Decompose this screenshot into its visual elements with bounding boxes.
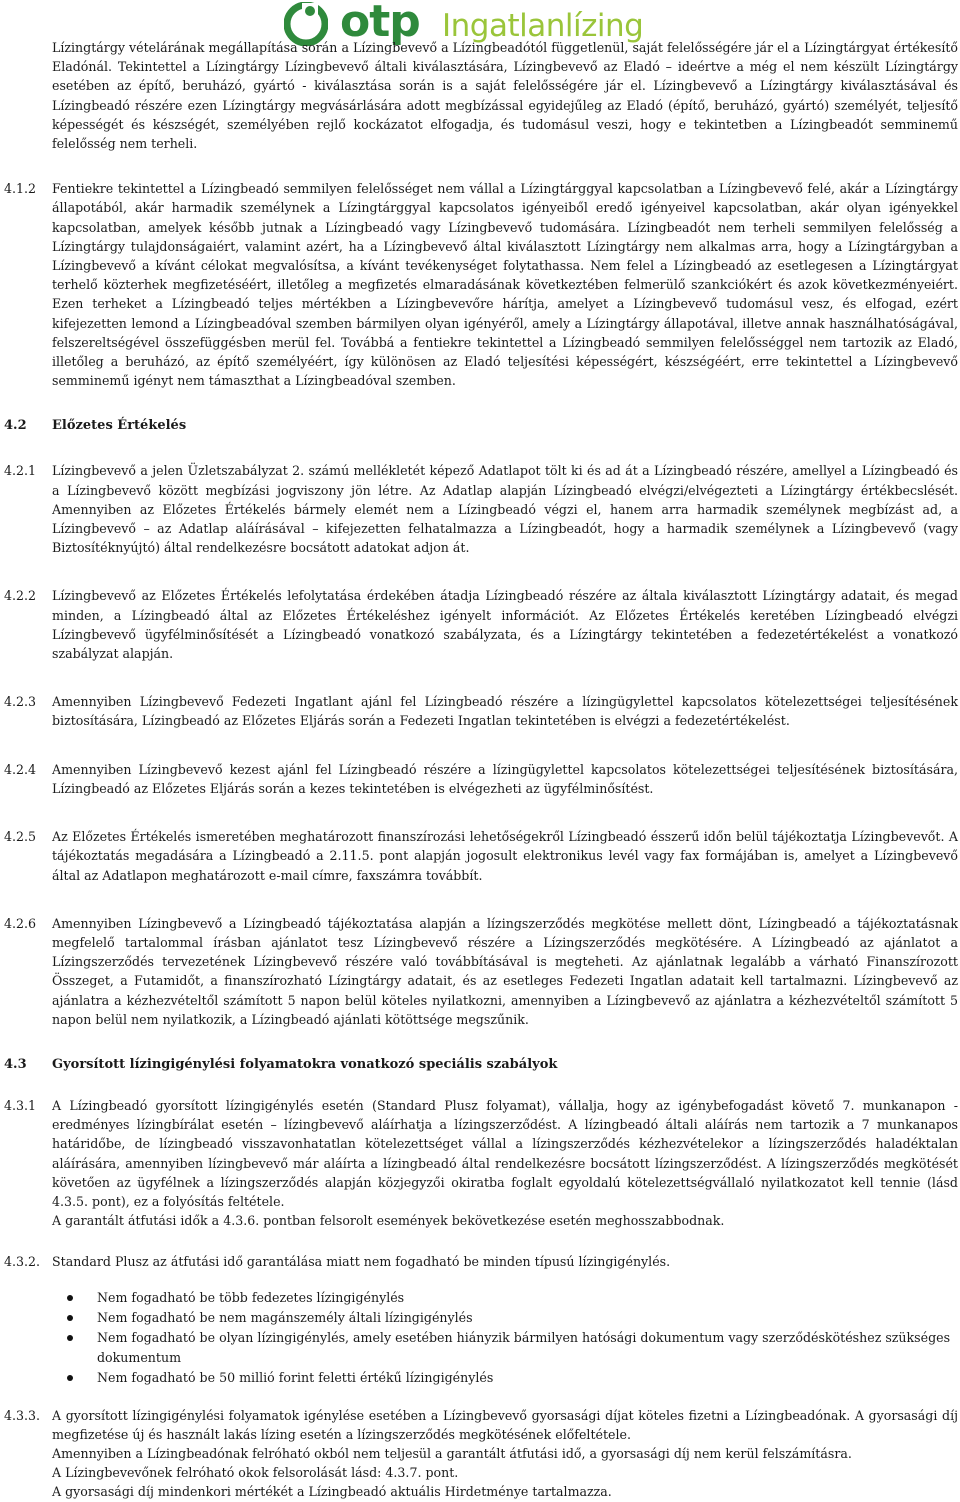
- bullet-icon: [67, 1375, 73, 1381]
- section-4-2-6: [4, 914, 958, 1029]
- section-text: Amennyiben Lízingbevevő Fedezeti Ingatlant ajánl fel Lízingbeadó részére a lízingügylettel kapcsolatos kötelezettségei teljesítésének biztosítására, Lízingbeadó az Előzetes Eljárás során a Fedezeti Ingatlan tekintetében is elvégzi a fedezetértékelést.: [52, 694, 958, 729]
- section-text: Standard Plusz az átfutási idő garantálása miatt nem fogadható be minden típusú lízingigénylés.: [52, 1254, 671, 1270]
- section-4-1-2: [4, 179, 958, 390]
- section-4-2-4: [4, 760, 958, 798]
- section-text: Lízingbevevő az Előzetes Értékelés lefolytatása érdekében átadja Lízingbeadó részére az általa kiválasztott Lízingtárgy adatait, és megad minden, a Lízingbeadó által az Előzetes Értékeléshez igényelt információt. Az Előzetes Értékelés keretében Lízingbeadó elvégzi Lízingbevevő ügyfélminősítését a Lízingbeadó vonatkozó szabályzata, és a Lízingtárgy tekintetében a fedezetértékelést a vonatkozó szabályzat alapján.: [52, 588, 958, 662]
- section-text: Amennyiben Lízingbevevő a Lízingbeadó tájékoztatása alapján a lízingszerződés megkötése mellett dönt, Lízingbeadó a tájékoztatásnak megfelelő tartalommal írásban ajánlatot tesz Lízingbevevő részére a Lízingszerződés megkötésére. A Lízingbeadó az ajánlatot a Lízingszerződés tervezetének Lízingbevevő részére való továbbításával is megteheti. Az ajánlatnak legalább a várható Finanszírozott Összeget, a Futamidőt, a finanszírozható Lízingtárgy adatait, és az esetleges Fedezeti Ingatlan adatait kell tartalmazni. Lízingbevevő az ajánlatra a kézhezvételtől számított 5 napon belül köteles nyilatkozni, amennyiben a Lízingbevevő az ajánlatra a kézhezvételtől számított 5 napon belül nem nyilatkozik, a Lízingbeadó ajánlati kötöttsége megszűnik.: [52, 915, 958, 1027]
- section-number: 4.3.3.: [4, 1407, 41, 1423]
- section-line: A Lízingbevevőnek felróható okok felsorolását lásd: 4.3.7. pont.: [52, 1465, 459, 1481]
- intro-text: Lízingtárgy vételárának megállapítása során a Lízingbevevő a Lízingbeadótól függetlenül, saját felelősségére jár el a Lízingtárgyat értékesítő Eladónál. Tekintettel a Lízingtárgy Lízingbevevő általi kiválasztására, Lízingbevevő az Eladó – ideértve a még el nem készült Lízingtárgy esetében az építő, beruházó, gyártó - kiválasztása során is a saját felelősségére jár el. Lízingbevevő a Lízingtárgy kiválasztásával és Lízingbeadó részére ezen Lízingtárgy megvásárlására adott megbízással egyidejűleg az Eladó (építő, beruházó, gyártó) személyét, teljesítő képességét és készségét, személyében rejlő kockázatot elfogadja, és tudomásul veszi, hogy e tekintetben a Lízingbeadót semminemű felelősség nem terheli.: [52, 40, 958, 152]
- section-text-extra: A garantált átfutási idők a 4.3.6. pontban felsorolt események bekövetkezése esetén meghosszabbodnak.: [52, 1213, 725, 1229]
- list-item: Nem fogadható be nem magánszemély általi lízingigénylés: [52, 1308, 958, 1328]
- bullet-icon: [67, 1335, 73, 1341]
- section-4-3-2: [4, 1252, 958, 1387]
- section-number: 4.2.1: [4, 463, 37, 479]
- section-title: Gyorsított lízingigénylési folyamatokra vonatkozó speciális szabályok: [52, 1056, 558, 1072]
- list-item: Nem fogadható be több fedezetes lízingigénylés: [52, 1288, 958, 1308]
- section-number: 4.3.2.: [4, 1254, 41, 1270]
- list-item: Nem fogadható be olyan lízingigénylés, amely esetében hiányzik bármilyen hatósági dokumentum vagy szerződéskötéshez szükséges dokumentum: [52, 1328, 958, 1368]
- section-number: 4.3: [4, 1056, 27, 1072]
- logo-product-text: Ingatlanlízing: [442, 8, 644, 44]
- section-number: 4.2: [4, 418, 27, 434]
- document-body: [4, 38, 958, 1502]
- section-4-2-5: [4, 827, 958, 885]
- logo-brand-text: otp: [340, 0, 420, 47]
- section-text: Az Előzetes Értékelés ismeretében meghatározott finanszírozási lehetőségekről Lízingbeadó ésszerű időn belül tájékoztatja Lízingbevevőt. A tájékoztatás megadására a Lízingbeadó a 2.11.5. pont alapján jogosult elektronikus levél vagy fax formájában is, amelyet a Lízingbevevő által az Adatlapon meghatározott e-mail címre, faxszámra továbbít.: [52, 829, 958, 883]
- section-number: 4.1.2: [4, 181, 37, 197]
- section-title: Előzetes Értékelés: [52, 418, 187, 434]
- section-4-2-heading: [4, 416, 958, 435]
- section-text: A gyorsított lízingigénylési folyamatok igénylése esetében a Lízingbevevő gyorsasági díjat köteles fizetni a Lízingbeadónak. A gyorsasági díj megfizetése új és használt lakás lízing esetén a lízingszerződés megkötésének előfeltétele.: [52, 1407, 958, 1442]
- section-text: Fentiekre tekintettel a Lízingbeadó semmilyen felelősséget nem vállal a Lízingtárggyal kapcsolatban a Lízingbevevő felé, akár a Lízingtárgy állapotából, akár harmadik személynek a Lízingtárggyal kapcsolatos igényeiből eredő igényeivel kapcsolatban, akár olyan igényekkel kapcsolatban, amelyek később jutnak a Lízingbeadó vagy Lízingbevevő tudomására. Lízingbeadót nem terheli semmilyen felelősség a Lízingtárgy tulajdonságaiért, valamint azért, ha a Lízingbevevő által kiválasztott Lízingtárgy nem alkalmas arra, hogy a Lízingtárgyban a Lízingbevevő a kívánt célokat megvalósítsa, a kívánt tevékenységet folytathassa. Nem felel a Lízingbeadó az esetlegesen a Lízingtárgyat terhelő közterhek megfizetéséért, illetőleg a megfizetés elmaradásának következtében felmerülő szankciókért és azok következményeiért. Ezen terheket a Lízingbeadó teljes mértékben a Lízingbevevőre hárítja, amelyet a Lízingbevevő tudomásul vesz, és elfogad, ezért kifejezetten lemond a Lízingbeadóval szemben bármilyen olyan igényéről, amely a Lízingtárgy állapotával, illetve annak használhatóságával, felszereltségével összefüggésben merül fel. Továbbá a fentiekre tekintettel a Lízingbeadó semmilyen felelősséggel nem tartozik az Eladó, illetőleg a beruházó, az építő személyéért, így különösen az Eladó teljesítési képességért, készségéért, erre tekintettel a Lízingbevevő semminemű igényt nem támaszthat a Lízingbeadóval szemben.: [52, 181, 958, 389]
- section-4-3-3: [4, 1406, 958, 1502]
- section-text: Lízingbevevő a jelen Üzletszabályzat 2. számú mellékletét képező Adatlapot tölt ki és ad át a Lízingbeadó részére, amellyel a Lízingbeadó és a Lízingbevevő között megbízási jogviszony jön létre. Az Adatlap alapján Lízingbeadó elvégzi/elvégezteti a Lízingtárgy értékbecslését. Amennyiben az Előzetes Értékelés bármely elemét nem a Lízingbeadó végzi el, hanem arra harmadik személynek megbízást ad, a Lízingbevevő – az Adatlap aláírásával – kifejezetten felhatalmazza a Lízingbeadót, hogy a harmadik személynek a Lízingbevevő (vagy Biztosítéknyújtó) által rendelkezésre bocsátott adatokat adjon át.: [52, 463, 958, 556]
- section-number: 4.2.2: [4, 588, 37, 604]
- section-line: A gyorsasági díj mindenkori mértékét a Lízingbeadó aktuális Hirdetménye tartalmazza.: [52, 1484, 612, 1500]
- section-line: Amennyiben a Lízingbeadónak felróható okból nem teljesül a garantált átfutási idő, a gyorsasági díj nem kerül felszámításra.: [52, 1445, 852, 1461]
- bullet-list: [52, 1288, 958, 1388]
- section-text: A Lízingbeadó gyorsított lízingigénylés esetén (Standard Plusz folyamat), vállalja, hogy az igénybefogadást követő 7. munkanapon - eredményes lízingbírálat esetén – lízingbevevő aláírhatja a lízingszerződést. A lízingbeadó általi aláírás nem tartozik a 7 munkanapos határidőbe, de lízingbeadó visszavonhatatlan kötelezettséget vállal a lízingszerződés kézhezvételekor a lízingszerződés haladéktalan aláírására, amennyiben lízingbevevő már aláírta a lízingbeadó által rendelkezésre bocsátott lízingszerződést. A lízingszerződés megkötését követően az ügyfélnek a lízingszerződés alapján közjegyzői okiratba foglalt egyoldalú kötelezettségvállaló nyilatkozatot kell tennie (lásd 4.3.5. pont), ez a folyósítás feltétele.: [52, 1097, 958, 1209]
- section-4-2-3: [4, 692, 958, 730]
- list-item: Nem fogadható be 50 millió forint feletti értékű lízingigénylés: [52, 1368, 958, 1388]
- section-4-3-1: [4, 1096, 958, 1230]
- section-4-2-1: [4, 461, 958, 557]
- bullet-icon: [67, 1315, 73, 1321]
- intro-paragraph: [52, 38, 958, 153]
- section-4-3-heading: [4, 1055, 958, 1074]
- section-number: 4.2.4: [4, 761, 37, 777]
- section-number: 4.2.3: [4, 694, 37, 710]
- section-number: 4.2.5: [4, 829, 37, 845]
- section-number: 4.2.6: [4, 915, 37, 931]
- bullet-icon: [67, 1295, 73, 1301]
- section-number: 4.3.1: [4, 1097, 37, 1113]
- section-text: Amennyiben Lízingbevevő kezest ajánl fel Lízingbeadó részére a lízingügylettel kapcsolatos kötelezettségei teljesítésének biztosítására, Lízingbeadó az Előzetes Eljárás során a kezes tekintetében is elvégezheti az ügyfélminősítést.: [52, 761, 958, 796]
- section-4-2-2: [4, 586, 958, 663]
